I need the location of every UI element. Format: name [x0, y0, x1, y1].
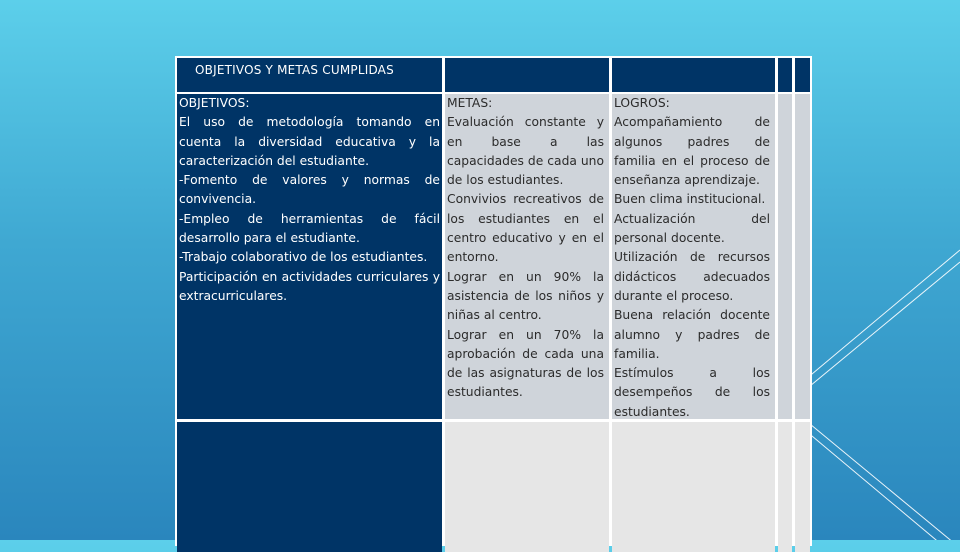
empty-cell-navy — [177, 422, 442, 552]
empty-cell-extra-1 — [778, 422, 792, 552]
table-title: OBJETIVOS Y METAS CUMPLIDAS — [195, 63, 394, 77]
meta-item: Convivios recreativos de los estudiantes en el centro educativo y en el entorno. — [447, 192, 604, 265]
header-cell — [177, 58, 442, 92]
logro-item: Utilización de recursos didácticos adecuados durante el proceso. — [614, 250, 770, 303]
objectives-table — [175, 56, 812, 546]
logro-item: Buena relación docente alumno y padres de familia. — [614, 308, 770, 361]
empty-cell-logros — [612, 422, 775, 552]
empty-cell-metas — [445, 422, 609, 552]
objetivo-item: -Trabajo colaborativo de los estudiantes. — [179, 250, 428, 265]
metas-text — [447, 94, 604, 403]
objetivo-item: Participación en actividades curriculares y extracurriculares. — [179, 269, 440, 303]
logros-heading: LOGROS: — [614, 96, 670, 110]
logro-item: Actualización del personal docente. — [614, 211, 770, 246]
header-cell-extra-2 — [795, 58, 810, 92]
logro-item: Estímulos a los desempeños de los estudiantes. — [614, 366, 770, 419]
objetivo-item: -Fomento de valores y normas de convivencia. — [179, 173, 440, 207]
logros-text — [614, 94, 770, 422]
logro-item: Acompañamiento de algunos padres de familia en el proceso de enseñanza aprendizaje. — [614, 115, 770, 188]
extra-cell-1 — [778, 94, 792, 419]
header-cell-extra-1 — [778, 58, 792, 92]
extra-cell-2 — [795, 94, 810, 419]
meta-item: Lograr en un 70% la aprobación de cada una de las asignaturas de los estudiantes. — [447, 327, 604, 400]
objetivo-item: -Empleo de herramientas de fácil desarrollo para el estudiante. — [179, 211, 440, 246]
meta-item: Evaluación constante y en base a las capacidades de cada uno de los estudiantes. — [447, 115, 604, 188]
logro-item: Buen clima institucional. — [614, 192, 766, 207]
header-cell-metas — [445, 58, 609, 92]
header-cell-logros — [612, 58, 775, 92]
objetivos-heading: OBJETIVOS: — [179, 96, 250, 110]
meta-item: Lograr en un 90% la asistencia de los niños y niñas al centro. — [447, 269, 604, 323]
metas-heading: METAS: — [447, 96, 493, 110]
objetivos-text — [179, 94, 440, 306]
empty-cell-extra-2 — [795, 422, 810, 552]
objetivo-item: El uso de metodología tomando en cuenta la diversidad educativa y la caracterización del estudiante. — [179, 115, 440, 168]
